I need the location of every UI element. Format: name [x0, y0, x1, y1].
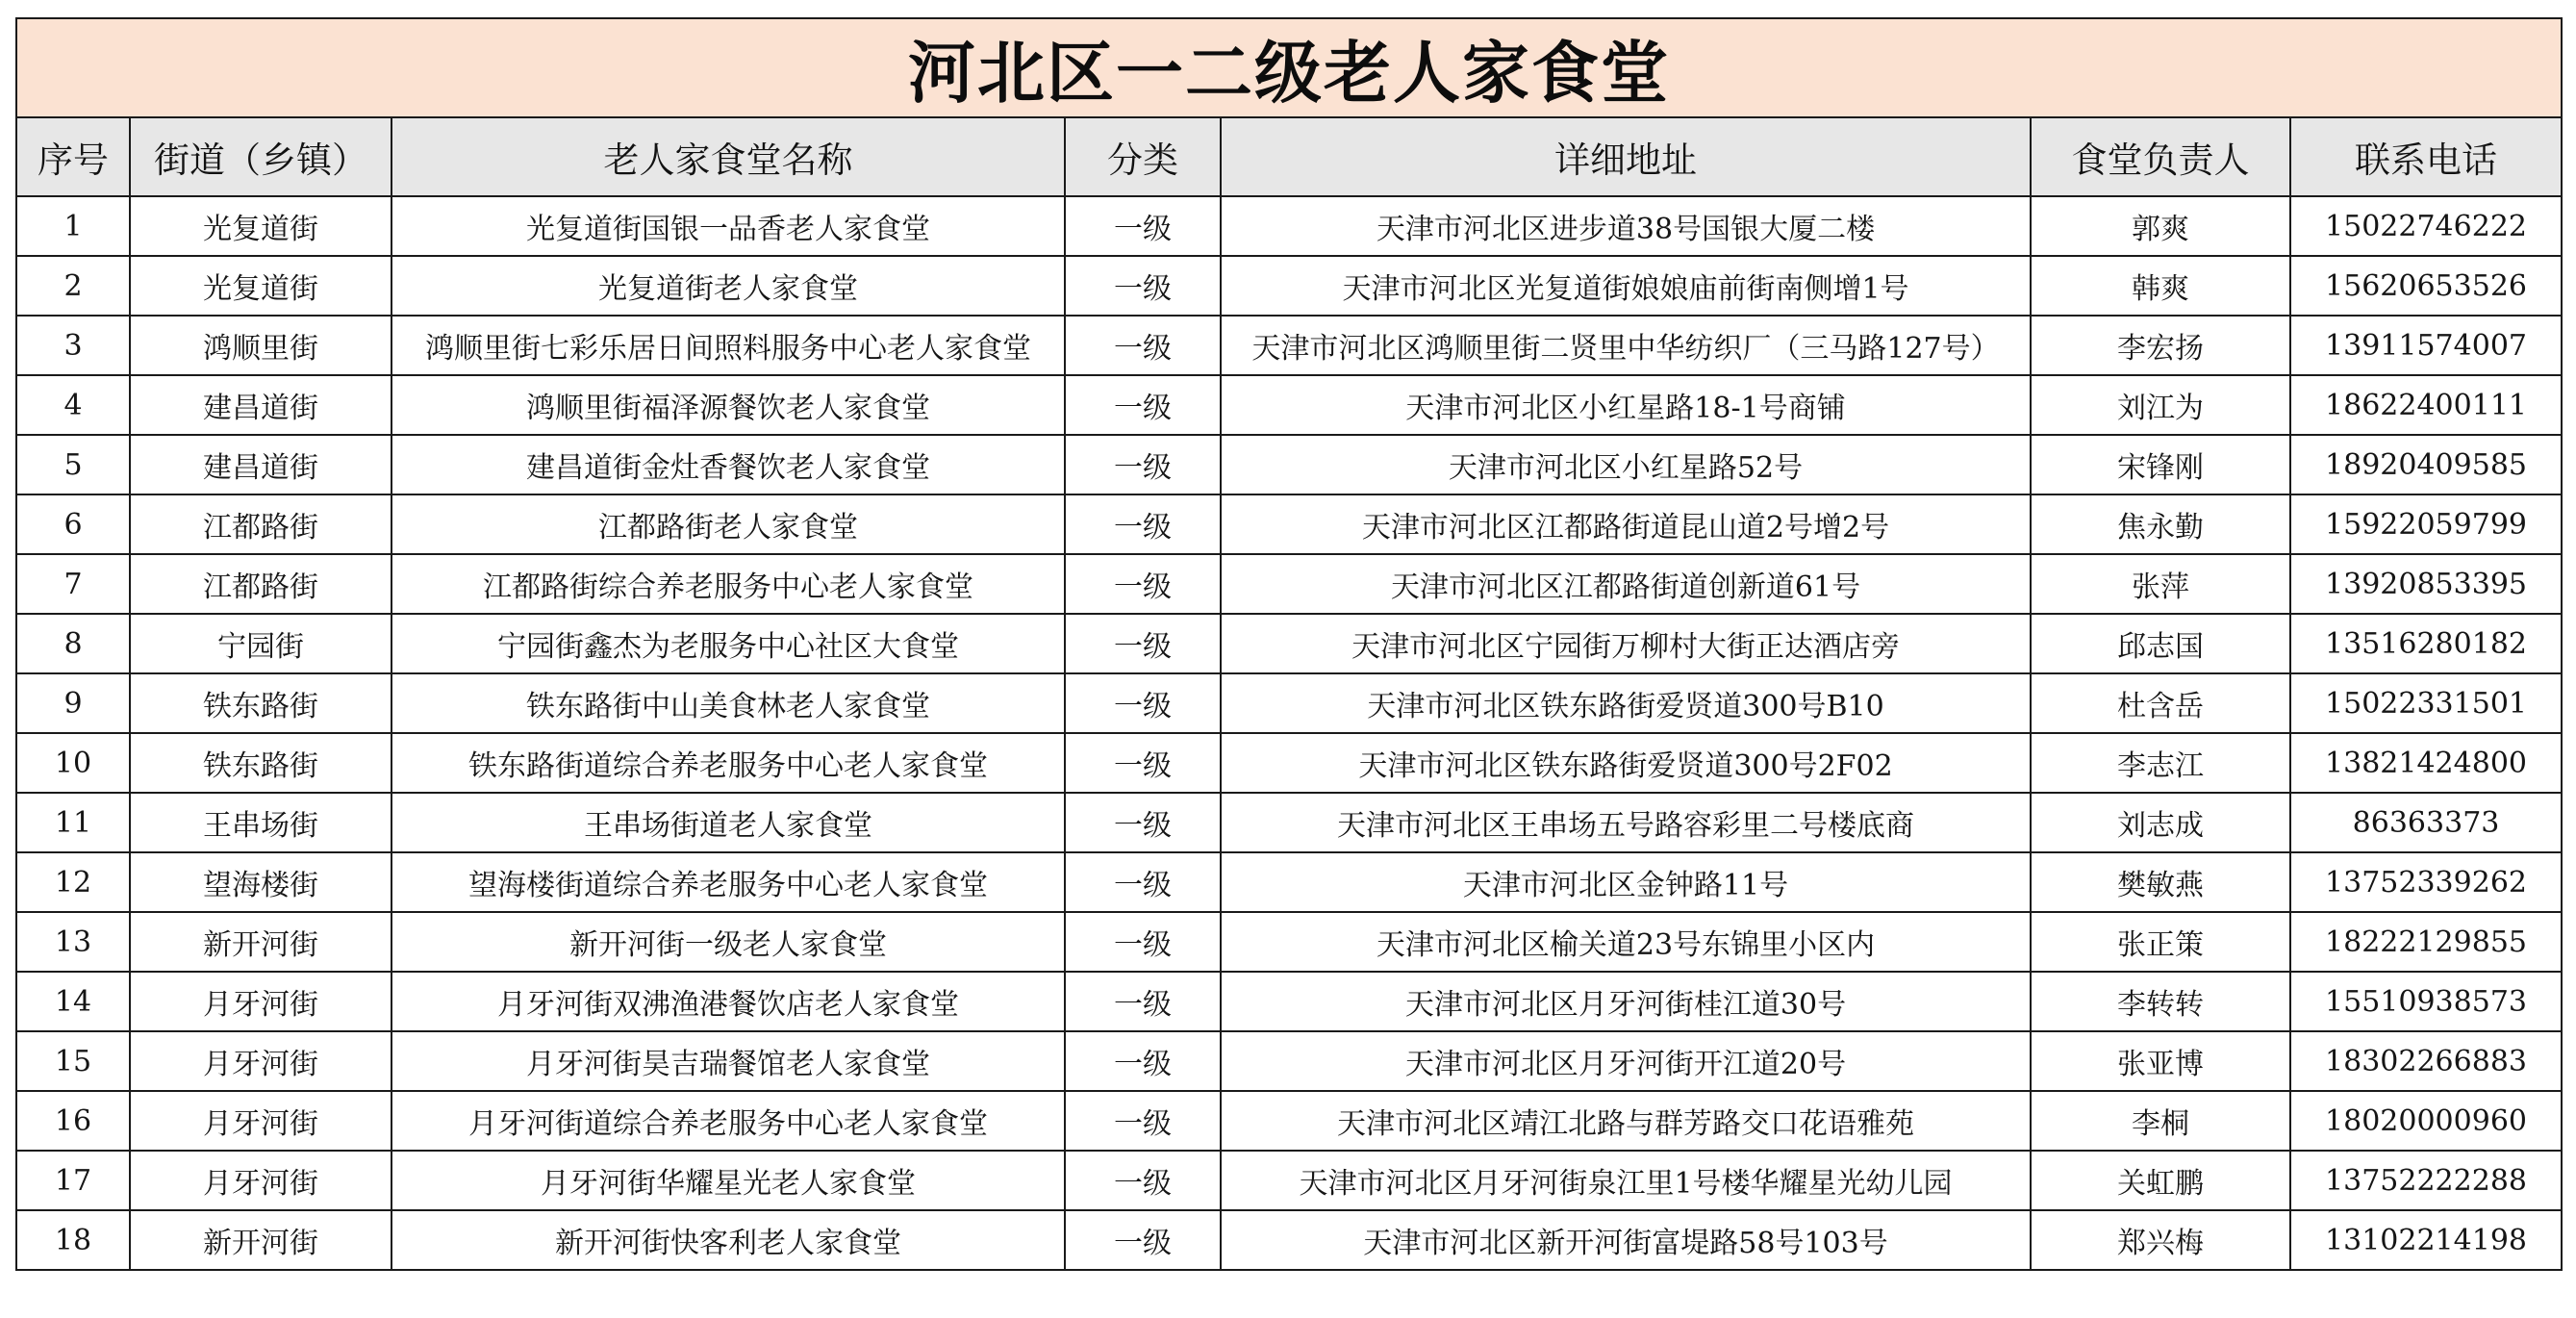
cell-address: 天津市河北区鸿顺里街二贤里中华纺织厂（三马路127号） [1221, 316, 2031, 375]
cell-no: 17 [16, 1151, 130, 1210]
cell-category: 一级 [1065, 1031, 1221, 1091]
cell-street: 铁东路街 [130, 733, 391, 793]
cell-no: 9 [16, 673, 130, 733]
table-row [16, 614, 2562, 673]
cell-phone: 13911574007 [2290, 316, 2562, 375]
cell-address: 天津市河北区铁东路街爱贤道300号B10 [1221, 673, 2031, 733]
cell-no: 12 [16, 852, 130, 912]
cell-category: 一级 [1065, 673, 1221, 733]
cell-no: 8 [16, 614, 130, 673]
table-row [16, 196, 2562, 256]
cell-street: 月牙河街 [130, 972, 391, 1031]
cell-street: 新开河街 [130, 912, 391, 972]
table-row [16, 852, 2562, 912]
cell-address: 天津市河北区王串场五号路容彩里二号楼底商 [1221, 793, 2031, 852]
cell-street: 光复道街 [130, 196, 391, 256]
cell-canteen-name: 江都路街综合养老服务中心老人家食堂 [391, 554, 1065, 614]
cell-street: 望海楼街 [130, 852, 391, 912]
cell-canteen-name: 王串场街道老人家食堂 [391, 793, 1065, 852]
cell-phone: 13516280182 [2290, 614, 2562, 673]
cell-person: 焦永勤 [2031, 494, 2290, 554]
cell-address: 天津市河北区光复道街娘娘庙前街南侧增1号 [1221, 256, 2031, 316]
header-canteen-name: 老人家食堂名称 [391, 117, 1065, 196]
cell-canteen-name: 月牙河街华耀星光老人家食堂 [391, 1151, 1065, 1210]
table-row [16, 1031, 2562, 1091]
cell-street: 江都路街 [130, 554, 391, 614]
cell-phone: 18302266883 [2290, 1031, 2562, 1091]
cell-person: 张亚博 [2031, 1031, 2290, 1091]
cell-category: 一级 [1065, 972, 1221, 1031]
cell-address: 天津市河北区铁东路街爱贤道300号2F02 [1221, 733, 2031, 793]
cell-no: 2 [16, 256, 130, 316]
cell-address: 天津市河北区金钟路11号 [1221, 852, 2031, 912]
table-row [16, 912, 2562, 972]
table-body [16, 196, 2562, 1270]
cell-category: 一级 [1065, 1151, 1221, 1210]
cell-no: 10 [16, 733, 130, 793]
cell-category: 一级 [1065, 375, 1221, 435]
cell-phone: 13102214198 [2290, 1210, 2562, 1270]
cell-person: 李宏扬 [2031, 316, 2290, 375]
cell-person: 张正策 [2031, 912, 2290, 972]
cell-phone: 15022331501 [2290, 673, 2562, 733]
cell-address: 天津市河北区江都路街道创新道61号 [1221, 554, 2031, 614]
cell-phone: 13821424800 [2290, 733, 2562, 793]
cell-phone: 13920853395 [2290, 554, 2562, 614]
cell-canteen-name: 新开河街一级老人家食堂 [391, 912, 1065, 972]
cell-phone: 15922059799 [2290, 494, 2562, 554]
cell-category: 一级 [1065, 793, 1221, 852]
cell-person: 郑兴梅 [2031, 1210, 2290, 1270]
cell-person: 李志江 [2031, 733, 2290, 793]
cell-canteen-name: 光复道街老人家食堂 [391, 256, 1065, 316]
cell-person: 刘志成 [2031, 793, 2290, 852]
cell-no: 3 [16, 316, 130, 375]
table-row [16, 494, 2562, 554]
cell-no: 15 [16, 1031, 130, 1091]
table-row [16, 316, 2562, 375]
cell-no: 11 [16, 793, 130, 852]
cell-street: 江都路街 [130, 494, 391, 554]
cell-no: 16 [16, 1091, 130, 1151]
cell-no: 13 [16, 912, 130, 972]
cell-address: 天津市河北区月牙河街开江道20号 [1221, 1031, 2031, 1091]
cell-address: 天津市河北区江都路街道昆山道2号增2号 [1221, 494, 2031, 554]
cell-no: 18 [16, 1210, 130, 1270]
cell-category: 一级 [1065, 554, 1221, 614]
table-row [16, 1151, 2562, 1210]
cell-phone: 86363373 [2290, 793, 2562, 852]
table-row [16, 1210, 2562, 1270]
cell-category: 一级 [1065, 614, 1221, 673]
cell-address: 天津市河北区新开河街富堤路58号103号 [1221, 1210, 2031, 1270]
header-phone: 联系电话 [2290, 117, 2562, 196]
cell-street: 建昌道街 [130, 435, 391, 494]
cell-category: 一级 [1065, 435, 1221, 494]
cell-canteen-name: 月牙河街道综合养老服务中心老人家食堂 [391, 1091, 1065, 1151]
cell-canteen-name: 鸿顺里街七彩乐居日间照料服务中心老人家食堂 [391, 316, 1065, 375]
cell-person: 邱志国 [2031, 614, 2290, 673]
cell-phone: 13752339262 [2290, 852, 2562, 912]
header-person: 食堂负责人 [2031, 117, 2290, 196]
cell-category: 一级 [1065, 316, 1221, 375]
cell-canteen-name: 鸿顺里街福泽源餐饮老人家食堂 [391, 375, 1065, 435]
cell-person: 宋锋刚 [2031, 435, 2290, 494]
cell-address: 天津市河北区进步道38号国银大厦二楼 [1221, 196, 2031, 256]
header-row [16, 117, 2562, 196]
cell-street: 建昌道街 [130, 375, 391, 435]
cell-canteen-name: 望海楼街道综合养老服务中心老人家食堂 [391, 852, 1065, 912]
cell-phone: 18622400111 [2290, 375, 2562, 435]
table-row [16, 733, 2562, 793]
cell-category: 一级 [1065, 196, 1221, 256]
cell-person: 李桐 [2031, 1091, 2290, 1151]
cell-street: 铁东路街 [130, 673, 391, 733]
table-row [16, 375, 2562, 435]
table-row [16, 554, 2562, 614]
cell-street: 月牙河街 [130, 1091, 391, 1151]
header-street: 街道（乡镇） [130, 117, 391, 196]
table-row [16, 673, 2562, 733]
cell-no: 14 [16, 972, 130, 1031]
cell-phone: 18222129855 [2290, 912, 2562, 972]
cell-phone: 15510938573 [2290, 972, 2562, 1031]
cell-canteen-name: 江都路街老人家食堂 [391, 494, 1065, 554]
canteen-table [15, 17, 2563, 1271]
cell-no: 5 [16, 435, 130, 494]
cell-person: 韩爽 [2031, 256, 2290, 316]
cell-person: 杜含岳 [2031, 673, 2290, 733]
cell-category: 一级 [1065, 733, 1221, 793]
sheet-title: 河北区一二级老人家食堂 [16, 18, 2562, 117]
cell-category: 一级 [1065, 494, 1221, 554]
cell-canteen-name: 月牙河街双沸渔港餐饮店老人家食堂 [391, 972, 1065, 1031]
cell-person: 张萍 [2031, 554, 2290, 614]
cell-street: 新开河街 [130, 1210, 391, 1270]
cell-address: 天津市河北区月牙河街泉江里1号楼华耀星光幼儿园 [1221, 1151, 2031, 1210]
cell-no: 6 [16, 494, 130, 554]
cell-category: 一级 [1065, 1091, 1221, 1151]
cell-canteen-name: 建昌道街金灶香餐饮老人家食堂 [391, 435, 1065, 494]
cell-person: 关虹鹏 [2031, 1151, 2290, 1210]
header-no: 序号 [16, 117, 130, 196]
cell-person: 樊敏燕 [2031, 852, 2290, 912]
cell-street: 王串场街 [130, 793, 391, 852]
cell-address: 天津市河北区靖江北路与群芳路交口花语雅苑 [1221, 1091, 2031, 1151]
cell-no: 7 [16, 554, 130, 614]
cell-canteen-name: 新开河街快客利老人家食堂 [391, 1210, 1065, 1270]
cell-phone: 18020000960 [2290, 1091, 2562, 1151]
header-category: 分类 [1065, 117, 1221, 196]
table-row [16, 972, 2562, 1031]
canteen-sheet [15, 17, 2561, 1271]
header-address: 详细地址 [1221, 117, 2031, 196]
cell-person: 李转转 [2031, 972, 2290, 1031]
cell-category: 一级 [1065, 912, 1221, 972]
cell-street: 鸿顺里街 [130, 316, 391, 375]
cell-no: 1 [16, 196, 130, 256]
cell-person: 刘江为 [2031, 375, 2290, 435]
cell-no: 4 [16, 375, 130, 435]
table-row [16, 435, 2562, 494]
table-row [16, 793, 2562, 852]
cell-person: 郭爽 [2031, 196, 2290, 256]
cell-street: 月牙河街 [130, 1151, 391, 1210]
cell-street: 月牙河街 [130, 1031, 391, 1091]
cell-canteen-name: 宁园街鑫杰为老服务中心社区大食堂 [391, 614, 1065, 673]
cell-canteen-name: 铁东路街道综合养老服务中心老人家食堂 [391, 733, 1065, 793]
cell-phone: 15022746222 [2290, 196, 2562, 256]
cell-street: 宁园街 [130, 614, 391, 673]
cell-phone: 15620653526 [2290, 256, 2562, 316]
cell-phone: 18920409585 [2290, 435, 2562, 494]
cell-address: 天津市河北区榆关道23号东锦里小区内 [1221, 912, 2031, 972]
cell-canteen-name: 月牙河街昊吉瑞餐馆老人家食堂 [391, 1031, 1065, 1091]
cell-address: 天津市河北区小红星路52号 [1221, 435, 2031, 494]
cell-address: 天津市河北区月牙河街桂江道30号 [1221, 972, 2031, 1031]
cell-category: 一级 [1065, 1210, 1221, 1270]
cell-address: 天津市河北区宁园街万柳村大街正达酒店旁 [1221, 614, 2031, 673]
cell-category: 一级 [1065, 256, 1221, 316]
cell-phone: 13752222288 [2290, 1151, 2562, 1210]
table-row [16, 1091, 2562, 1151]
cell-address: 天津市河北区小红星路18-1号商铺 [1221, 375, 2031, 435]
cell-canteen-name: 光复道街国银一品香老人家食堂 [391, 196, 1065, 256]
cell-street: 光复道街 [130, 256, 391, 316]
table-row [16, 256, 2562, 316]
cell-canteen-name: 铁东路街中山美食林老人家食堂 [391, 673, 1065, 733]
cell-category: 一级 [1065, 852, 1221, 912]
